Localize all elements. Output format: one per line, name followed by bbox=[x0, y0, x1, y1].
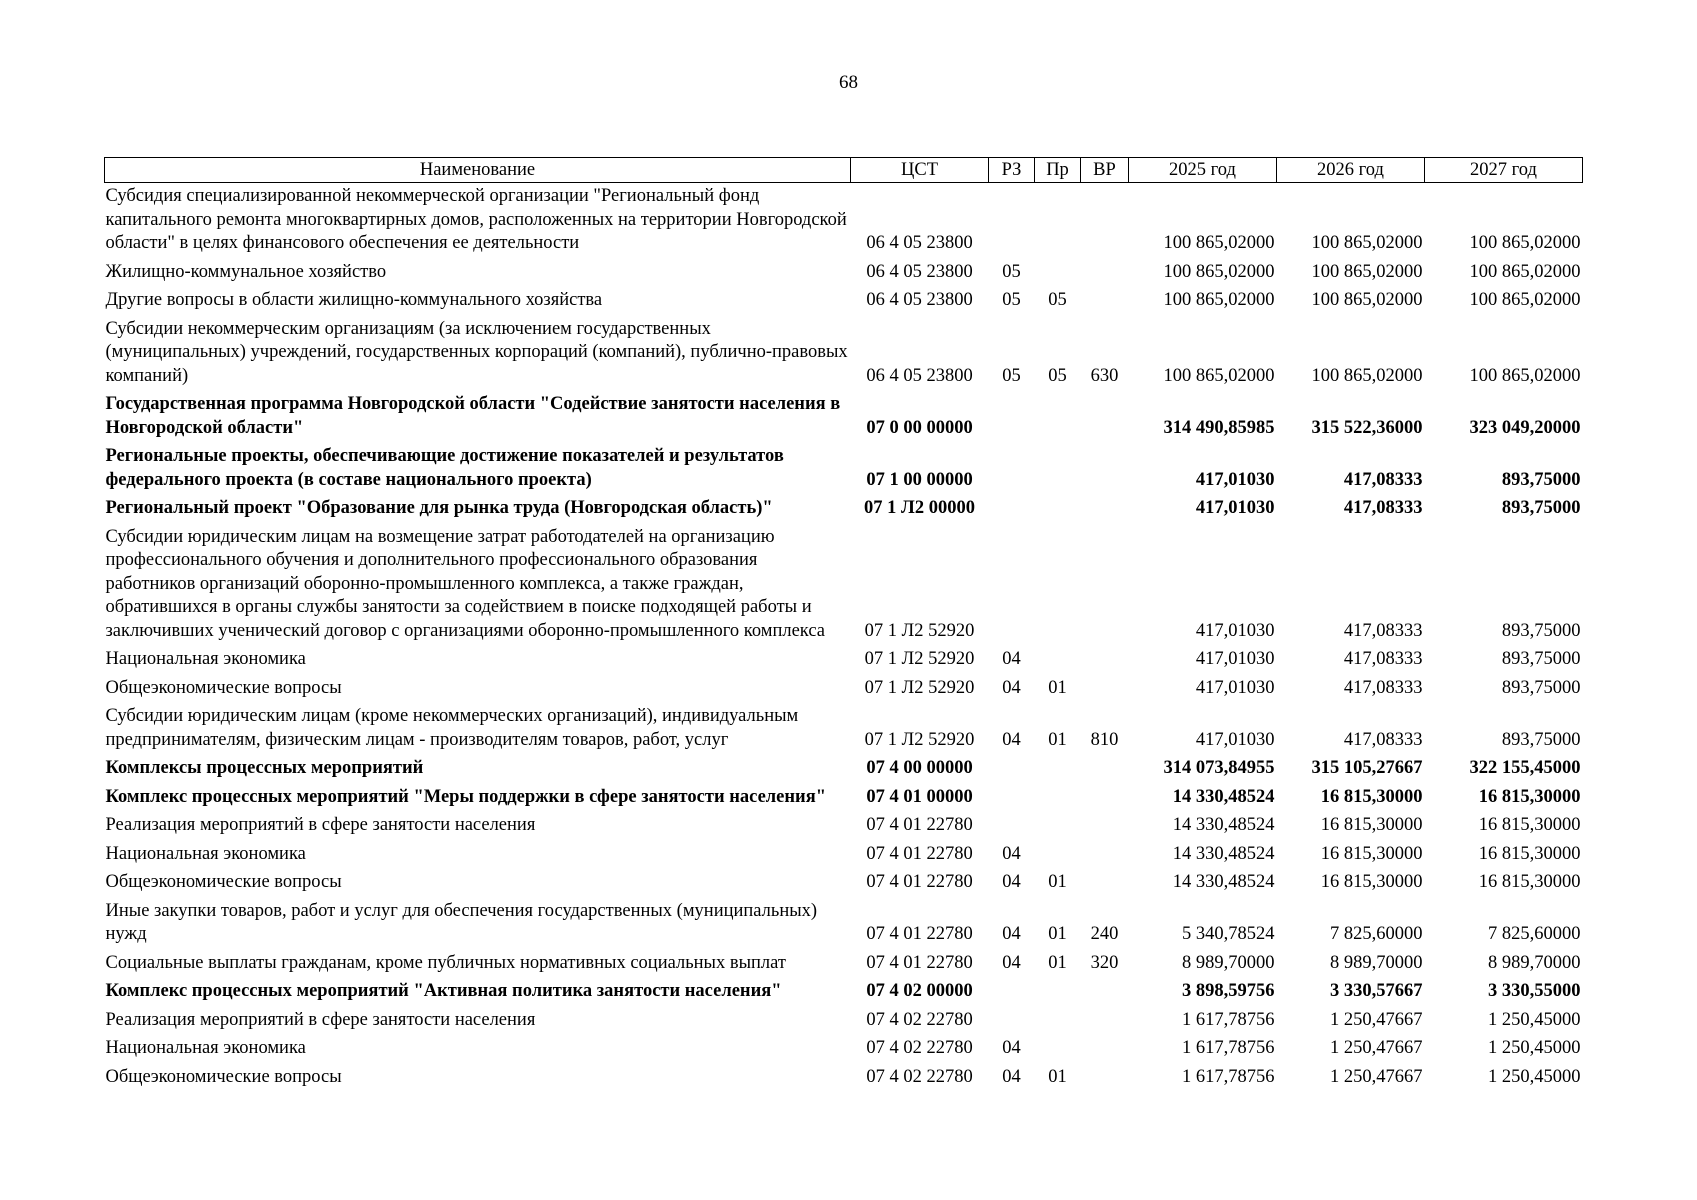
budget-table bbox=[104, 157, 1583, 1092]
cell-vr bbox=[1081, 443, 1129, 495]
table-row bbox=[105, 287, 1583, 316]
cell-vr bbox=[1081, 1064, 1129, 1093]
cell-pr bbox=[1035, 259, 1081, 288]
cell-2026: 100 865,02000 bbox=[1311, 365, 1423, 386]
cell-pr: 01 bbox=[1048, 1066, 1067, 1087]
cell-2026: 16 815,30000 bbox=[1320, 843, 1423, 864]
cell-name: Субсидия специализированной некоммерческой организации "Региональный фонд капитального ремонта многоквартирных домов, расположенных на территории Новгородской области" в целях финансового обеспечения ее деятельности bbox=[105, 186, 847, 253]
table-row bbox=[105, 898, 1583, 950]
table-row bbox=[105, 443, 1583, 495]
cell-pr: 01 bbox=[1048, 872, 1067, 892]
cell-pr bbox=[1035, 755, 1081, 784]
cell-pr: 05 bbox=[1048, 365, 1067, 386]
cell-2027: 893,75000 bbox=[1501, 729, 1581, 750]
header-2027: 2027 год bbox=[1425, 158, 1583, 183]
cell-pr bbox=[1035, 443, 1081, 495]
cell-2026: 417,08333 bbox=[1343, 498, 1423, 518]
cell-2027: 16 815,30000 bbox=[1478, 843, 1581, 864]
cell-pr bbox=[1035, 784, 1081, 813]
cell-rz: 04 bbox=[1002, 677, 1021, 698]
cell-name: Общеэкономические вопросы bbox=[105, 677, 342, 698]
cell-2027: 3 330,55000 bbox=[1488, 981, 1581, 1001]
cell-cst: 07 1 00 00000 bbox=[866, 469, 973, 490]
cell-2025: 417,01030 bbox=[1195, 677, 1275, 698]
header-row bbox=[105, 158, 1583, 183]
cell-rz: 04 bbox=[1002, 924, 1021, 944]
cell-cst: 07 4 02 22780 bbox=[866, 1009, 973, 1030]
cell-2026: 100 865,02000 bbox=[1311, 290, 1423, 310]
cell-cst: 07 4 01 22780 bbox=[866, 815, 973, 835]
cell-vr bbox=[1081, 495, 1129, 524]
cell-pr bbox=[1035, 183, 1081, 259]
cell-2026: 315 522,36000 bbox=[1311, 417, 1423, 438]
table-row bbox=[105, 675, 1583, 704]
table-row bbox=[105, 1035, 1583, 1064]
cell-pr bbox=[1035, 1035, 1081, 1064]
cell-name: Региональные проекты, обеспечивающие достижение показателей и результатов федерального проекта (в составе национального проекта) bbox=[105, 446, 784, 490]
cell-cst: 06 4 05 23800 bbox=[866, 233, 973, 253]
cell-2027: 893,75000 bbox=[1501, 620, 1581, 641]
cell-2027: 16 815,30000 bbox=[1478, 786, 1581, 807]
cell-2026: 315 105,27667 bbox=[1311, 758, 1423, 778]
cell-2026: 417,08333 bbox=[1343, 620, 1423, 641]
cell-2026: 100 865,02000 bbox=[1311, 261, 1423, 282]
cell-vr bbox=[1081, 869, 1129, 898]
cell-cst: 07 4 02 00000 bbox=[866, 981, 973, 1001]
cell-pr bbox=[1035, 812, 1081, 841]
cell-rz: 05 bbox=[1002, 290, 1021, 310]
cell-cst: 07 4 00 00000 bbox=[866, 758, 973, 778]
cell-pr bbox=[1035, 646, 1081, 675]
cell-rz bbox=[989, 183, 1035, 259]
cell-2027: 322 155,45000 bbox=[1469, 758, 1581, 778]
page-number: 68 bbox=[839, 72, 858, 93]
header-2025: 2025 год bbox=[1129, 158, 1277, 183]
cell-2026: 1 250,47667 bbox=[1330, 1038, 1423, 1058]
cell-rz: 04 bbox=[1002, 649, 1021, 669]
cell-2026: 16 815,30000 bbox=[1320, 786, 1423, 807]
cell-cst: 07 0 00 00000 bbox=[866, 417, 973, 438]
cell-2027: 323 049,20000 bbox=[1469, 417, 1581, 438]
cell-2025: 417,01030 bbox=[1195, 620, 1275, 641]
cell-2027: 1 250,45000 bbox=[1488, 1038, 1581, 1058]
cell-2027: 100 865,02000 bbox=[1469, 290, 1581, 310]
cell-name: Другие вопросы в области жилищно-коммунального хозяйства bbox=[105, 290, 603, 310]
cell-2025: 100 865,02000 bbox=[1163, 261, 1275, 282]
cell-cst: 07 4 01 22780 bbox=[866, 843, 973, 864]
cell-rz bbox=[989, 978, 1035, 1007]
cell-2025: 1 617,78756 bbox=[1182, 1009, 1275, 1030]
cell-pr: 01 bbox=[1048, 729, 1067, 750]
table-row bbox=[105, 391, 1583, 443]
cell-2025: 100 865,02000 bbox=[1163, 290, 1275, 310]
cell-name: Национальная экономика bbox=[105, 843, 306, 864]
cell-rz bbox=[989, 755, 1035, 784]
cell-2026: 1 250,47667 bbox=[1330, 1009, 1423, 1030]
cell-vr bbox=[1081, 287, 1129, 316]
cell-name: Субсидии юридическим лицам (кроме некоммерческих организаций), индивидуальным предпринимателям, физическим лицам - производителям товаров, работ, услуг bbox=[105, 706, 799, 750]
cell-pr bbox=[1035, 524, 1081, 647]
cell-cst: 07 4 02 22780 bbox=[866, 1066, 973, 1087]
cell-vr bbox=[1081, 259, 1129, 288]
cell-2027: 893,75000 bbox=[1501, 498, 1581, 518]
cell-name: Комплексы процессных мероприятий bbox=[105, 758, 424, 778]
cell-pr bbox=[1035, 841, 1081, 870]
cell-2026: 8 989,70000 bbox=[1330, 952, 1423, 973]
cell-name: Национальная экономика bbox=[105, 649, 306, 669]
cell-name: Жилищно-коммунальное хозяйство bbox=[105, 261, 387, 282]
header-cst: ЦСТ bbox=[851, 158, 989, 183]
table-row bbox=[105, 524, 1583, 647]
cell-vr bbox=[1081, 784, 1129, 813]
cell-2026: 3 330,57667 bbox=[1330, 981, 1423, 1001]
cell-2025: 314 490,85985 bbox=[1163, 417, 1275, 438]
cell-rz bbox=[989, 495, 1035, 524]
table-row bbox=[105, 755, 1583, 784]
table-row bbox=[105, 978, 1583, 1007]
header-name: Наименование bbox=[105, 158, 851, 183]
cell-vr bbox=[1081, 978, 1129, 1007]
cell-rz: 04 bbox=[1002, 952, 1021, 973]
cell-name: Субсидии юридическим лицам на возмещение затрат работодателей на организацию профессионального обучения и дополнительного профессионального образования работников организаций оборонно-промышленного комплекса, а также граждан, обратившихся в органы службы занятости за содействием в поиске подходящей работы и заключивших ученический договор с организациями оборонно-промышленного комплекса bbox=[105, 526, 825, 641]
cell-name: Реализация мероприятий в сфере занятости населения bbox=[105, 1009, 536, 1030]
cell-pr bbox=[1035, 391, 1081, 443]
cell-vr bbox=[1081, 812, 1129, 841]
cell-2026: 7 825,60000 bbox=[1330, 924, 1423, 944]
cell-cst: 07 4 01 22780 bbox=[866, 872, 973, 892]
table-row bbox=[105, 646, 1583, 675]
cell-rz: 04 bbox=[1002, 872, 1021, 892]
cell-cst: 07 1 Л2 52920 bbox=[864, 649, 975, 669]
cell-2027: 100 865,02000 bbox=[1469, 261, 1581, 282]
cell-2027: 893,75000 bbox=[1501, 677, 1581, 698]
cell-name: Общеэкономические вопросы bbox=[105, 1066, 342, 1087]
cell-name: Государственная программа Новгородской области "Содействие занятости населения в Новгородской области" bbox=[105, 394, 841, 438]
cell-name: Иные закупки товаров, работ и услуг для обеспечения государственных (муниципальных) нужд bbox=[105, 900, 818, 944]
cell-2026: 417,08333 bbox=[1343, 469, 1423, 490]
cell-rz bbox=[989, 784, 1035, 813]
table-row bbox=[105, 841, 1583, 870]
cell-2027: 1 250,45000 bbox=[1488, 1009, 1581, 1030]
cell-2027: 100 865,02000 bbox=[1469, 365, 1581, 386]
cell-2027: 8 989,70000 bbox=[1488, 952, 1581, 973]
cell-vr bbox=[1081, 675, 1129, 704]
cell-vr bbox=[1081, 524, 1129, 647]
cell-2026: 16 815,30000 bbox=[1320, 872, 1423, 892]
cell-2027: 100 865,02000 bbox=[1469, 233, 1581, 253]
cell-rz bbox=[989, 812, 1035, 841]
cell-rz bbox=[989, 443, 1035, 495]
table-header bbox=[105, 158, 1583, 183]
cell-name: Национальная экономика bbox=[105, 1038, 306, 1058]
cell-vr bbox=[1081, 1007, 1129, 1036]
cell-pr: 01 bbox=[1048, 952, 1067, 973]
cell-cst: 06 4 05 23800 bbox=[866, 365, 973, 386]
cell-2025: 5 340,78524 bbox=[1182, 924, 1275, 944]
cell-2025: 417,01030 bbox=[1195, 649, 1275, 669]
cell-2025: 1 617,78756 bbox=[1182, 1038, 1275, 1058]
cell-2027: 7 825,60000 bbox=[1488, 924, 1581, 944]
cell-rz: 05 bbox=[1002, 365, 1021, 386]
cell-vr: 240 bbox=[1090, 924, 1119, 944]
cell-2027: 16 815,30000 bbox=[1478, 872, 1581, 892]
cell-cst: 07 4 02 22780 bbox=[866, 1038, 973, 1058]
cell-vr: 810 bbox=[1090, 729, 1119, 750]
cell-cst: 06 4 05 23800 bbox=[866, 290, 973, 310]
table-row bbox=[105, 495, 1583, 524]
cell-name: Региональный проект "Образование для рынка труда (Новгородская область)" bbox=[105, 498, 773, 518]
cell-cst: 06 4 05 23800 bbox=[866, 261, 973, 282]
cell-vr bbox=[1081, 755, 1129, 784]
cell-2027: 893,75000 bbox=[1501, 469, 1581, 490]
cell-2025: 1 617,78756 bbox=[1182, 1066, 1275, 1087]
cell-2026: 417,08333 bbox=[1343, 729, 1423, 750]
cell-2026: 417,08333 bbox=[1343, 649, 1423, 669]
cell-name: Общеэкономические вопросы bbox=[105, 872, 342, 892]
cell-2025: 8 989,70000 bbox=[1182, 952, 1275, 973]
cell-rz: 04 bbox=[1002, 729, 1021, 750]
cell-pr bbox=[1035, 978, 1081, 1007]
cell-rz: 05 bbox=[1002, 261, 1021, 282]
cell-vr: 630 bbox=[1090, 365, 1119, 386]
cell-2025: 100 865,02000 bbox=[1163, 233, 1275, 253]
cell-cst: 07 1 Л2 52920 bbox=[864, 620, 975, 641]
cell-2025: 14 330,48524 bbox=[1172, 815, 1275, 835]
cell-vr bbox=[1081, 646, 1129, 675]
table-row bbox=[105, 183, 1583, 259]
cell-cst: 07 4 01 00000 bbox=[866, 786, 973, 807]
cell-2025: 417,01030 bbox=[1195, 729, 1275, 750]
table-row bbox=[105, 1064, 1583, 1093]
table-body bbox=[105, 183, 1583, 1093]
cell-2027: 1 250,45000 bbox=[1488, 1066, 1581, 1087]
cell-2026: 100 865,02000 bbox=[1311, 233, 1423, 253]
header-pr: Пр bbox=[1035, 158, 1081, 183]
cell-rz bbox=[989, 1007, 1035, 1036]
table-row bbox=[105, 703, 1583, 755]
header-vr: ВР bbox=[1081, 158, 1129, 183]
cell-rz bbox=[989, 391, 1035, 443]
cell-2026: 1 250,47667 bbox=[1330, 1066, 1423, 1087]
cell-rz bbox=[989, 524, 1035, 647]
cell-name: Комплекс процессных мероприятий "Активная политика занятости населения" bbox=[105, 981, 782, 1001]
table-row bbox=[105, 869, 1583, 898]
cell-rz: 04 bbox=[1002, 1066, 1021, 1087]
table-row bbox=[105, 259, 1583, 288]
cell-pr bbox=[1035, 495, 1081, 524]
cell-vr bbox=[1081, 841, 1129, 870]
cell-rz: 04 bbox=[1002, 1038, 1021, 1058]
table-row bbox=[105, 1007, 1583, 1036]
cell-vr: 320 bbox=[1090, 952, 1119, 973]
cell-2026: 417,08333 bbox=[1343, 677, 1423, 698]
cell-2027: 893,75000 bbox=[1501, 649, 1581, 669]
cell-pr: 01 bbox=[1048, 677, 1067, 698]
cell-name: Комплекс процессных мероприятий "Меры поддержки в сфере занятости населения" bbox=[105, 786, 826, 807]
cell-2025: 14 330,48524 bbox=[1172, 872, 1275, 892]
cell-cst: 07 4 01 22780 bbox=[866, 952, 973, 973]
cell-2025: 417,01030 bbox=[1195, 469, 1275, 490]
cell-2026: 16 815,30000 bbox=[1320, 815, 1423, 835]
table-row bbox=[105, 784, 1583, 813]
cell-cst: 07 1 Л2 52920 bbox=[864, 677, 975, 698]
cell-pr: 05 bbox=[1048, 290, 1067, 310]
header-rz: РЗ bbox=[989, 158, 1035, 183]
table-row bbox=[105, 316, 1583, 392]
cell-2025: 100 865,02000 bbox=[1163, 365, 1275, 386]
cell-pr: 01 bbox=[1048, 924, 1067, 944]
cell-pr bbox=[1035, 1007, 1081, 1036]
cell-2025: 314 073,84955 bbox=[1163, 758, 1275, 778]
cell-cst: 07 4 01 22780 bbox=[866, 924, 973, 944]
cell-2025: 14 330,48524 bbox=[1172, 843, 1275, 864]
cell-2025: 417,01030 bbox=[1195, 498, 1275, 518]
cell-2027: 16 815,30000 bbox=[1478, 815, 1581, 835]
cell-name: Реализация мероприятий в сфере занятости населения bbox=[105, 815, 536, 835]
cell-vr bbox=[1081, 1035, 1129, 1064]
cell-name: Субсидии некоммерческим организациям (за исключением государственных (муниципальных) учреждений, государственных корпораций (компаний), публично-правовых компаний) bbox=[105, 318, 848, 386]
cell-vr bbox=[1081, 391, 1129, 443]
cell-2025: 3 898,59756 bbox=[1182, 981, 1275, 1001]
cell-cst: 07 1 Л2 52920 bbox=[864, 729, 975, 750]
cell-rz: 04 bbox=[1002, 843, 1021, 864]
header-2026: 2026 год bbox=[1277, 158, 1425, 183]
table-row bbox=[105, 812, 1583, 841]
table-row bbox=[105, 950, 1583, 979]
cell-vr bbox=[1081, 183, 1129, 259]
cell-name: Социальные выплаты гражданам, кроме публичных нормативных социальных выплат bbox=[105, 952, 786, 973]
cell-cst: 07 1 Л2 00000 bbox=[864, 498, 975, 518]
cell-2025: 14 330,48524 bbox=[1172, 786, 1275, 807]
